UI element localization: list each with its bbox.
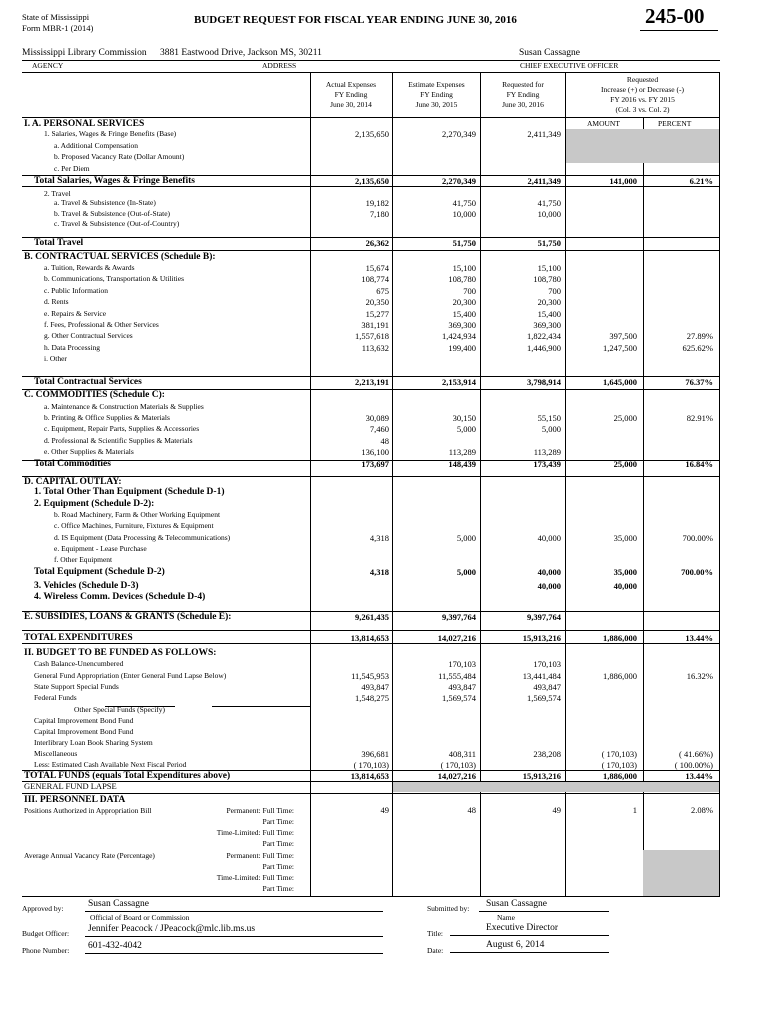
- table-row: [0, 129, 770, 140]
- row-value-col3: 41,750: [537, 198, 561, 208]
- table-row: [0, 671, 770, 682]
- row-value-col3: 5,000: [541, 424, 561, 434]
- row-label: GENERAL FUND LAPSE: [24, 781, 117, 791]
- table-row: [0, 592, 770, 603]
- row-value-col3: 173,439: [533, 459, 561, 469]
- row-label: e. Repairs & Service: [44, 309, 107, 318]
- row-label: 3. Vehicles (Schedule D-3): [34, 581, 139, 591]
- percent-header: PERCENT: [658, 119, 692, 128]
- perm-full-label: Permanent: Full Time:: [226, 806, 294, 815]
- row-value-col2: 20,300: [452, 297, 476, 307]
- row-label: 2. Equipment (Schedule D-2):: [34, 499, 155, 509]
- row-separator: [22, 630, 720, 631]
- positions-col1: 49: [380, 805, 389, 815]
- row-label: I. A. PERSONAL SERVICES: [24, 119, 145, 129]
- row-value-col3: 15,100: [537, 263, 561, 273]
- row-value-col1: 19,182: [365, 198, 389, 208]
- row-value-col1: 173,697: [361, 459, 389, 469]
- row-separator: [22, 770, 720, 771]
- row-value-col2: 5,000: [456, 533, 476, 543]
- row-value-col3: 20,300: [537, 297, 561, 307]
- row-value-col1: ( 170,103): [353, 760, 389, 770]
- amount-header: AMOUNT: [587, 119, 620, 128]
- row-value-col2: 10,000: [452, 209, 476, 219]
- approved-name: Susan Cassagne: [88, 899, 149, 909]
- row-label: Total Travel: [34, 238, 84, 248]
- row-value-col3: 51,750: [537, 238, 561, 248]
- blank-line: [212, 706, 310, 707]
- table-row: [0, 487, 770, 498]
- table-row: [0, 354, 770, 365]
- row-label: b. Printing & Office Supplies & Materials: [44, 413, 170, 422]
- row-value-col1: 26,362: [365, 238, 389, 248]
- row-value-col2: 2,153,914: [442, 377, 476, 387]
- row-label: D. CAPITAL OUTLAY:: [24, 477, 122, 487]
- table-row: [0, 533, 770, 544]
- table-row: [0, 693, 770, 704]
- row-label: Total Equipment (Schedule D-2): [34, 567, 165, 577]
- row-label: e. Other Supplies & Materials: [44, 447, 134, 456]
- row-value-col1: 7,460: [369, 424, 389, 434]
- row-label: Capital Improvement Bond Fund: [34, 727, 134, 736]
- row-separator: [22, 186, 720, 187]
- row-value-col2: 1,569,574: [442, 693, 476, 703]
- table-row: [0, 402, 770, 413]
- table-row: [0, 198, 770, 209]
- table-row: [0, 413, 770, 424]
- row-label: g. Other Contractual Services: [44, 331, 133, 340]
- row-value-col3: 493,847: [533, 682, 561, 692]
- row-value-col1: 20,350: [365, 297, 389, 307]
- row-value-col4: 1,886,000: [603, 633, 637, 643]
- row-separator: [22, 611, 720, 612]
- row-value-col3: 238,208: [533, 749, 561, 759]
- positions-col2: 48: [467, 805, 476, 815]
- row-value-col1: 48: [380, 436, 389, 446]
- row-label: TOTAL EXPENDITURES: [24, 633, 133, 643]
- positions-col3: 49: [552, 805, 561, 815]
- row-separator: [22, 237, 720, 238]
- table-row: [0, 286, 770, 297]
- row-value-col5: 625.62%: [682, 343, 713, 353]
- table-row: [0, 499, 770, 510]
- table-row: [0, 252, 770, 263]
- row-value-col2: 493,847: [448, 682, 476, 692]
- row-value-col1: 2,213,191: [355, 377, 389, 387]
- row-value-col2: 14,027,216: [437, 633, 476, 643]
- row-label: 2. Travel: [44, 189, 71, 198]
- row-value-col4: 40,000: [613, 581, 637, 591]
- part-time-label: Part Time:: [262, 839, 294, 848]
- row-label: 4. Wireless Comm. Devices (Schedule D-4): [34, 592, 206, 602]
- row-value-col3: 1,569,574: [527, 693, 561, 703]
- row-label: e. Equipment - Lease Purchase: [54, 544, 147, 553]
- row-label: TOTAL FUNDS (equals Total Expenditures above): [24, 771, 231, 781]
- budget-officer-label: Budget Officer:: [22, 929, 70, 938]
- row-label: b. Road Machinery, Farm & Other Working Equipment: [54, 510, 221, 519]
- table-row: [0, 659, 770, 670]
- row-value-col4: ( 170,103): [601, 760, 637, 770]
- row-value-col2: 108,780: [448, 274, 476, 284]
- col2-header: Estimate Expenses FY Ending June 30, 2015: [408, 80, 465, 109]
- row-value-col1: 136,100: [361, 447, 389, 457]
- title-label: Title:: [427, 929, 443, 938]
- table-row: [0, 274, 770, 285]
- row-value-col2: 113,289: [448, 447, 476, 457]
- row-value-col2: 41,750: [452, 198, 476, 208]
- row-value-col1: 13,814,653: [350, 633, 389, 643]
- table-row: [0, 510, 770, 521]
- row-label: c. Equipment, Repair Parts, Supplies & Accessories: [44, 424, 200, 433]
- row-label: a. Travel & Subsistence (In-State): [54, 198, 156, 207]
- tl-full-label: Time-Limited: Full Time:: [216, 828, 294, 837]
- table-row: [0, 390, 770, 401]
- row-value-col3: 15,400: [537, 309, 561, 319]
- row-value-col2: 700: [463, 286, 476, 296]
- row-label: i. Other: [44, 354, 67, 363]
- row-value-col4: 1,645,000: [603, 377, 637, 387]
- row-value-col3: 700: [548, 286, 561, 296]
- row-value-col3: 1,822,434: [527, 331, 561, 341]
- table-row: [0, 320, 770, 331]
- row-value-col1: 396,681: [361, 749, 389, 759]
- positions-col4: 1: [632, 805, 637, 815]
- vacancy-label: Average Annual Vacancy Rate (Percentage): [24, 851, 155, 860]
- agency-caption: AGENCY: [32, 61, 64, 70]
- row-label: E. SUBSIDIES, LOANS & GRANTS (Schedule E):: [24, 612, 232, 622]
- row-value-col3: 40,000: [537, 567, 561, 577]
- ceo-caption: CHIEF EXECUTIVE OFFICER: [520, 61, 619, 70]
- row-label: c. Public Information: [44, 286, 108, 295]
- row-value-col1: 493,847: [361, 682, 389, 692]
- row-value-col1: 108,774: [361, 274, 389, 284]
- table-row: [0, 377, 770, 388]
- table-row: [0, 164, 770, 175]
- row-value-col2: 11,555,484: [438, 671, 476, 681]
- table-row: [0, 141, 770, 152]
- row-label: B. CONTRACTUAL SERVICES (Schedule B):: [24, 252, 216, 262]
- row-label: Interlibrary Loan Book Sharing System: [34, 738, 153, 747]
- part-time-label: Part Time:: [262, 817, 294, 826]
- state-label: State of Mississippi: [22, 12, 90, 22]
- blank-line: [105, 706, 175, 707]
- table-row: [0, 521, 770, 532]
- ceo-name: Susan Cassagne: [519, 48, 580, 58]
- row-value-col4: 1,247,500: [603, 343, 637, 353]
- row-value-col1: 15,277: [365, 309, 389, 319]
- row-value-col3: 113,289: [533, 447, 561, 457]
- row-value-col5: ( 100.00%): [674, 760, 713, 770]
- row-value-col5: 700.00%: [681, 567, 713, 577]
- tl-full-label: Time-Limited: Full Time:: [216, 873, 294, 882]
- row-value-col3: 369,300: [533, 320, 561, 330]
- table-row: [0, 263, 770, 274]
- row-label: c. Per Diem: [54, 164, 90, 173]
- row-separator: [22, 781, 720, 782]
- row-value-col1: 113,632: [361, 343, 389, 353]
- row-label: Other Special Funds (Specify): [74, 705, 166, 714]
- row-value-col4: ( 170,103): [601, 749, 637, 759]
- row-label: d. IS Equipment (Data Processing & Telecommunications): [54, 533, 231, 542]
- row-label: State Support Special Funds: [34, 682, 119, 691]
- row-value-col3: 15,913,216: [522, 771, 561, 781]
- row-separator: [22, 250, 720, 251]
- row-value-col3: 40,000: [537, 533, 561, 543]
- row-separator: [22, 476, 720, 477]
- row-value-col2: 51,750: [452, 238, 476, 248]
- approved-label: Approved by:: [22, 904, 64, 913]
- row-separator: [22, 460, 720, 461]
- address-caption: ADDRESS: [262, 61, 297, 70]
- row-value-col5: 6.21%: [689, 176, 713, 186]
- row-value-col2: 369,300: [448, 320, 476, 330]
- row-value-col5: 16.32%: [686, 671, 713, 681]
- table-row: [0, 738, 770, 749]
- officer-title: Executive Director: [486, 923, 559, 933]
- row-value-col3: 55,150: [537, 413, 561, 423]
- row-value-col1: 2,135,650: [355, 176, 389, 186]
- submit-date: August 6, 2014: [486, 940, 545, 950]
- row-value-col1: 9,261,435: [355, 612, 389, 622]
- row-value-col3: 15,913,216: [522, 633, 561, 643]
- row-value-col3: 10,000: [537, 209, 561, 219]
- row-value-col4: 141,000: [609, 176, 637, 186]
- row-label: c. Travel & Subsistence (Out-of-Country): [54, 219, 180, 228]
- table-row: [0, 567, 770, 578]
- row-label: b. Travel & Subsistence (Out-of-State): [54, 209, 171, 218]
- row-label: 1. Salaries, Wages & Fringe Benefits (Base): [44, 129, 177, 138]
- row-value-col1: 11,545,953: [351, 671, 389, 681]
- row-separator: [22, 376, 720, 377]
- submitted-name: Susan Cassagne: [486, 899, 547, 909]
- form-label: Form MBR-1 (2014): [22, 23, 94, 33]
- row-value-col4: 35,000: [613, 533, 637, 543]
- row-value-col5: 13.44%: [685, 633, 713, 643]
- table-row: [0, 648, 770, 659]
- table-row: [0, 343, 770, 354]
- row-label: a. Tuition, Rewards & Awards: [44, 263, 135, 272]
- row-value-col2: 5,000: [456, 567, 476, 577]
- row-value-col1: 381,191: [361, 320, 389, 330]
- row-value-col1: 4,318: [369, 567, 389, 577]
- row-value-col1: 30,089: [365, 413, 389, 423]
- row-label: Total Contractual Services: [34, 377, 142, 387]
- row-label: c. Office Machines, Furniture, Fixtures & Equipment: [54, 521, 214, 530]
- row-value-col5: 700.00%: [682, 533, 713, 543]
- row-label: C. COMMODITIES (Schedule C):: [24, 390, 165, 400]
- row-value-col3: 170,103: [533, 659, 561, 669]
- row-label: Total Salaries, Wages & Fringe Benefits: [34, 176, 195, 186]
- row-value-col4: 35,000: [613, 567, 637, 577]
- table-row: [0, 436, 770, 447]
- row-value-col2: 14,027,216: [437, 771, 476, 781]
- row-value-col2: 5,000: [456, 424, 476, 434]
- row-value-col1: 15,674: [365, 263, 389, 273]
- row-value-col2: 170,103: [448, 659, 476, 669]
- row-value-col4: 25,000: [613, 459, 637, 469]
- table-row: [0, 682, 770, 693]
- row-label: d. Rents: [44, 297, 69, 306]
- row-label: II. BUDGET TO BE FUNDED AS FOLLOWS:: [24, 648, 217, 658]
- row-value-col2: 30,150: [452, 413, 476, 423]
- row-separator: [22, 643, 720, 644]
- row-label: Miscellaneous: [34, 749, 78, 758]
- col4-header: Requested Increase (+) or Decrease (-) FY 2016 vs. FY 2015 (Col. 3 vs. Col. 2): [601, 75, 684, 114]
- row-value-col3: 1,446,900: [527, 343, 561, 353]
- row-value-col2: 1,424,934: [442, 331, 476, 341]
- row-value-col2: 148,439: [448, 459, 476, 469]
- row-label: a. Maintenance & Construction Materials & Supplies: [44, 402, 204, 411]
- row-value-col2: 9,397,764: [442, 612, 476, 622]
- table-row: [0, 612, 770, 623]
- row-value-col5: 76.37%: [685, 377, 713, 387]
- positions-col5: 2.08%: [691, 805, 713, 815]
- row-value-col1: 4,318: [369, 533, 389, 543]
- row-label: b. Communications, Transportation & Utilities: [44, 274, 185, 283]
- row-value-col2: 15,400: [452, 309, 476, 319]
- row-value-col3: 13,441,484: [522, 671, 561, 681]
- row-separator: [22, 175, 720, 176]
- row-label: Capital Improvement Bond Fund: [34, 716, 134, 725]
- row-value-col1: 7,180: [369, 209, 389, 219]
- page-title: BUDGET REQUEST FOR FISCAL YEAR ENDING JUNE 30, 2016: [194, 14, 517, 26]
- row-label: a. Additional Compensation: [54, 141, 138, 150]
- phone-label: Phone Number:: [22, 946, 70, 955]
- row-value-col5: 13.44%: [685, 771, 713, 781]
- row-value-col5: 82.91%: [686, 413, 713, 423]
- row-label: f. Fees, Professional & Other Services: [44, 320, 159, 329]
- table-row: [0, 555, 770, 566]
- row-value-col5: 27.89%: [686, 331, 713, 341]
- row-value-col1: 13,814,653: [350, 771, 389, 781]
- row-value-col1: 675: [376, 286, 389, 296]
- agency-name: Mississippi Library Commission: [22, 48, 147, 58]
- name-subtitle: Name: [497, 913, 515, 922]
- table-row: [0, 309, 770, 320]
- row-label: b. Proposed Vacancy Rate (Dollar Amount): [54, 152, 185, 161]
- table-row: [0, 447, 770, 458]
- row-value-col1: 1,548,275: [355, 693, 389, 703]
- row-value-col4: 1,886,000: [603, 771, 637, 781]
- submitted-label: Submitted by:: [427, 904, 470, 913]
- approved-subtitle: Official of Board or Commission: [90, 913, 190, 922]
- col3-header: Requested for FY Ending June 30, 2016: [502, 80, 544, 109]
- table-row: [0, 781, 770, 792]
- row-value-col2: 199,400: [448, 343, 476, 353]
- row-value-col1: 2,135,650: [355, 129, 389, 139]
- part-time-label: Part Time:: [262, 884, 294, 893]
- row-value-col4: 1,886,000: [603, 671, 637, 681]
- row-value-col5: 16.84%: [685, 459, 713, 469]
- row-label: Cash Balance-Unencumbered: [34, 659, 124, 668]
- personnel-title: III. PERSONNEL DATA: [24, 795, 126, 805]
- table-row: [0, 581, 770, 592]
- row-label: Total Commodities: [34, 459, 111, 469]
- positions-label: Positions Authorized in Appropriation Bill: [24, 806, 152, 815]
- row-value-col2: 2,270,349: [442, 176, 476, 186]
- table-row: [0, 152, 770, 163]
- row-value-col3: 108,780: [533, 274, 561, 284]
- phone-number: 601-432-4042: [88, 941, 142, 951]
- row-label: Less: Estimated Cash Available Next Fiscal Period: [34, 760, 187, 769]
- row-label: Federal Funds: [34, 693, 77, 702]
- row-value-col3: 2,411,349: [527, 129, 561, 139]
- table-row: [0, 749, 770, 760]
- table-row: [0, 716, 770, 727]
- row-value-col2: 408,311: [448, 749, 476, 759]
- row-value-col3: 2,411,349: [527, 176, 561, 186]
- budget-officer-name: Jennifer Peacock / JPeacock@mlc.lib.ms.us: [88, 924, 256, 934]
- table-row: [0, 544, 770, 555]
- form-code: 245-00: [645, 4, 705, 28]
- row-value-col2: 15,100: [452, 263, 476, 273]
- agency-address: 3881 Eastwood Drive, Jackson MS, 30211: [160, 48, 322, 58]
- row-value-col5: ( 41.66%): [679, 749, 713, 759]
- row-value-col2: 2,270,349: [442, 129, 476, 139]
- table-row: [0, 238, 770, 249]
- table-row: [0, 727, 770, 738]
- row-value-col3: 3,798,914: [527, 377, 561, 387]
- row-value-col2: ( 170,103): [440, 760, 476, 770]
- row-label: 1. Total Other Than Equipment (Schedule D-1): [34, 487, 225, 497]
- row-value-col3: 40,000: [537, 581, 561, 591]
- row-value-col1: 1,557,618: [355, 331, 389, 341]
- row-value-col4: 397,500: [609, 331, 637, 341]
- row-value-col3: 9,397,764: [527, 612, 561, 622]
- table-row: [0, 297, 770, 308]
- perm-full-label: Permanent: Full Time:: [226, 851, 294, 860]
- row-separator: [22, 389, 720, 390]
- row-value-col4: 25,000: [613, 413, 637, 423]
- table-row: [0, 331, 770, 342]
- part-time-label: Part Time:: [262, 862, 294, 871]
- row-label: f. Other Equipment: [54, 555, 113, 564]
- table-row: [0, 424, 770, 435]
- row-label: d. Professional & Scientific Supplies & Materials: [44, 436, 193, 445]
- date-label: Date:: [427, 946, 444, 955]
- row-label: General Fund Appropriation (Enter General Fund Lapse Below): [34, 671, 227, 680]
- col1-header: Actual Expenses FY Ending June 30, 2014: [325, 80, 377, 109]
- row-label: h. Data Processing: [44, 343, 101, 352]
- shaded-cell: [643, 850, 719, 896]
- table-row: [0, 219, 770, 230]
